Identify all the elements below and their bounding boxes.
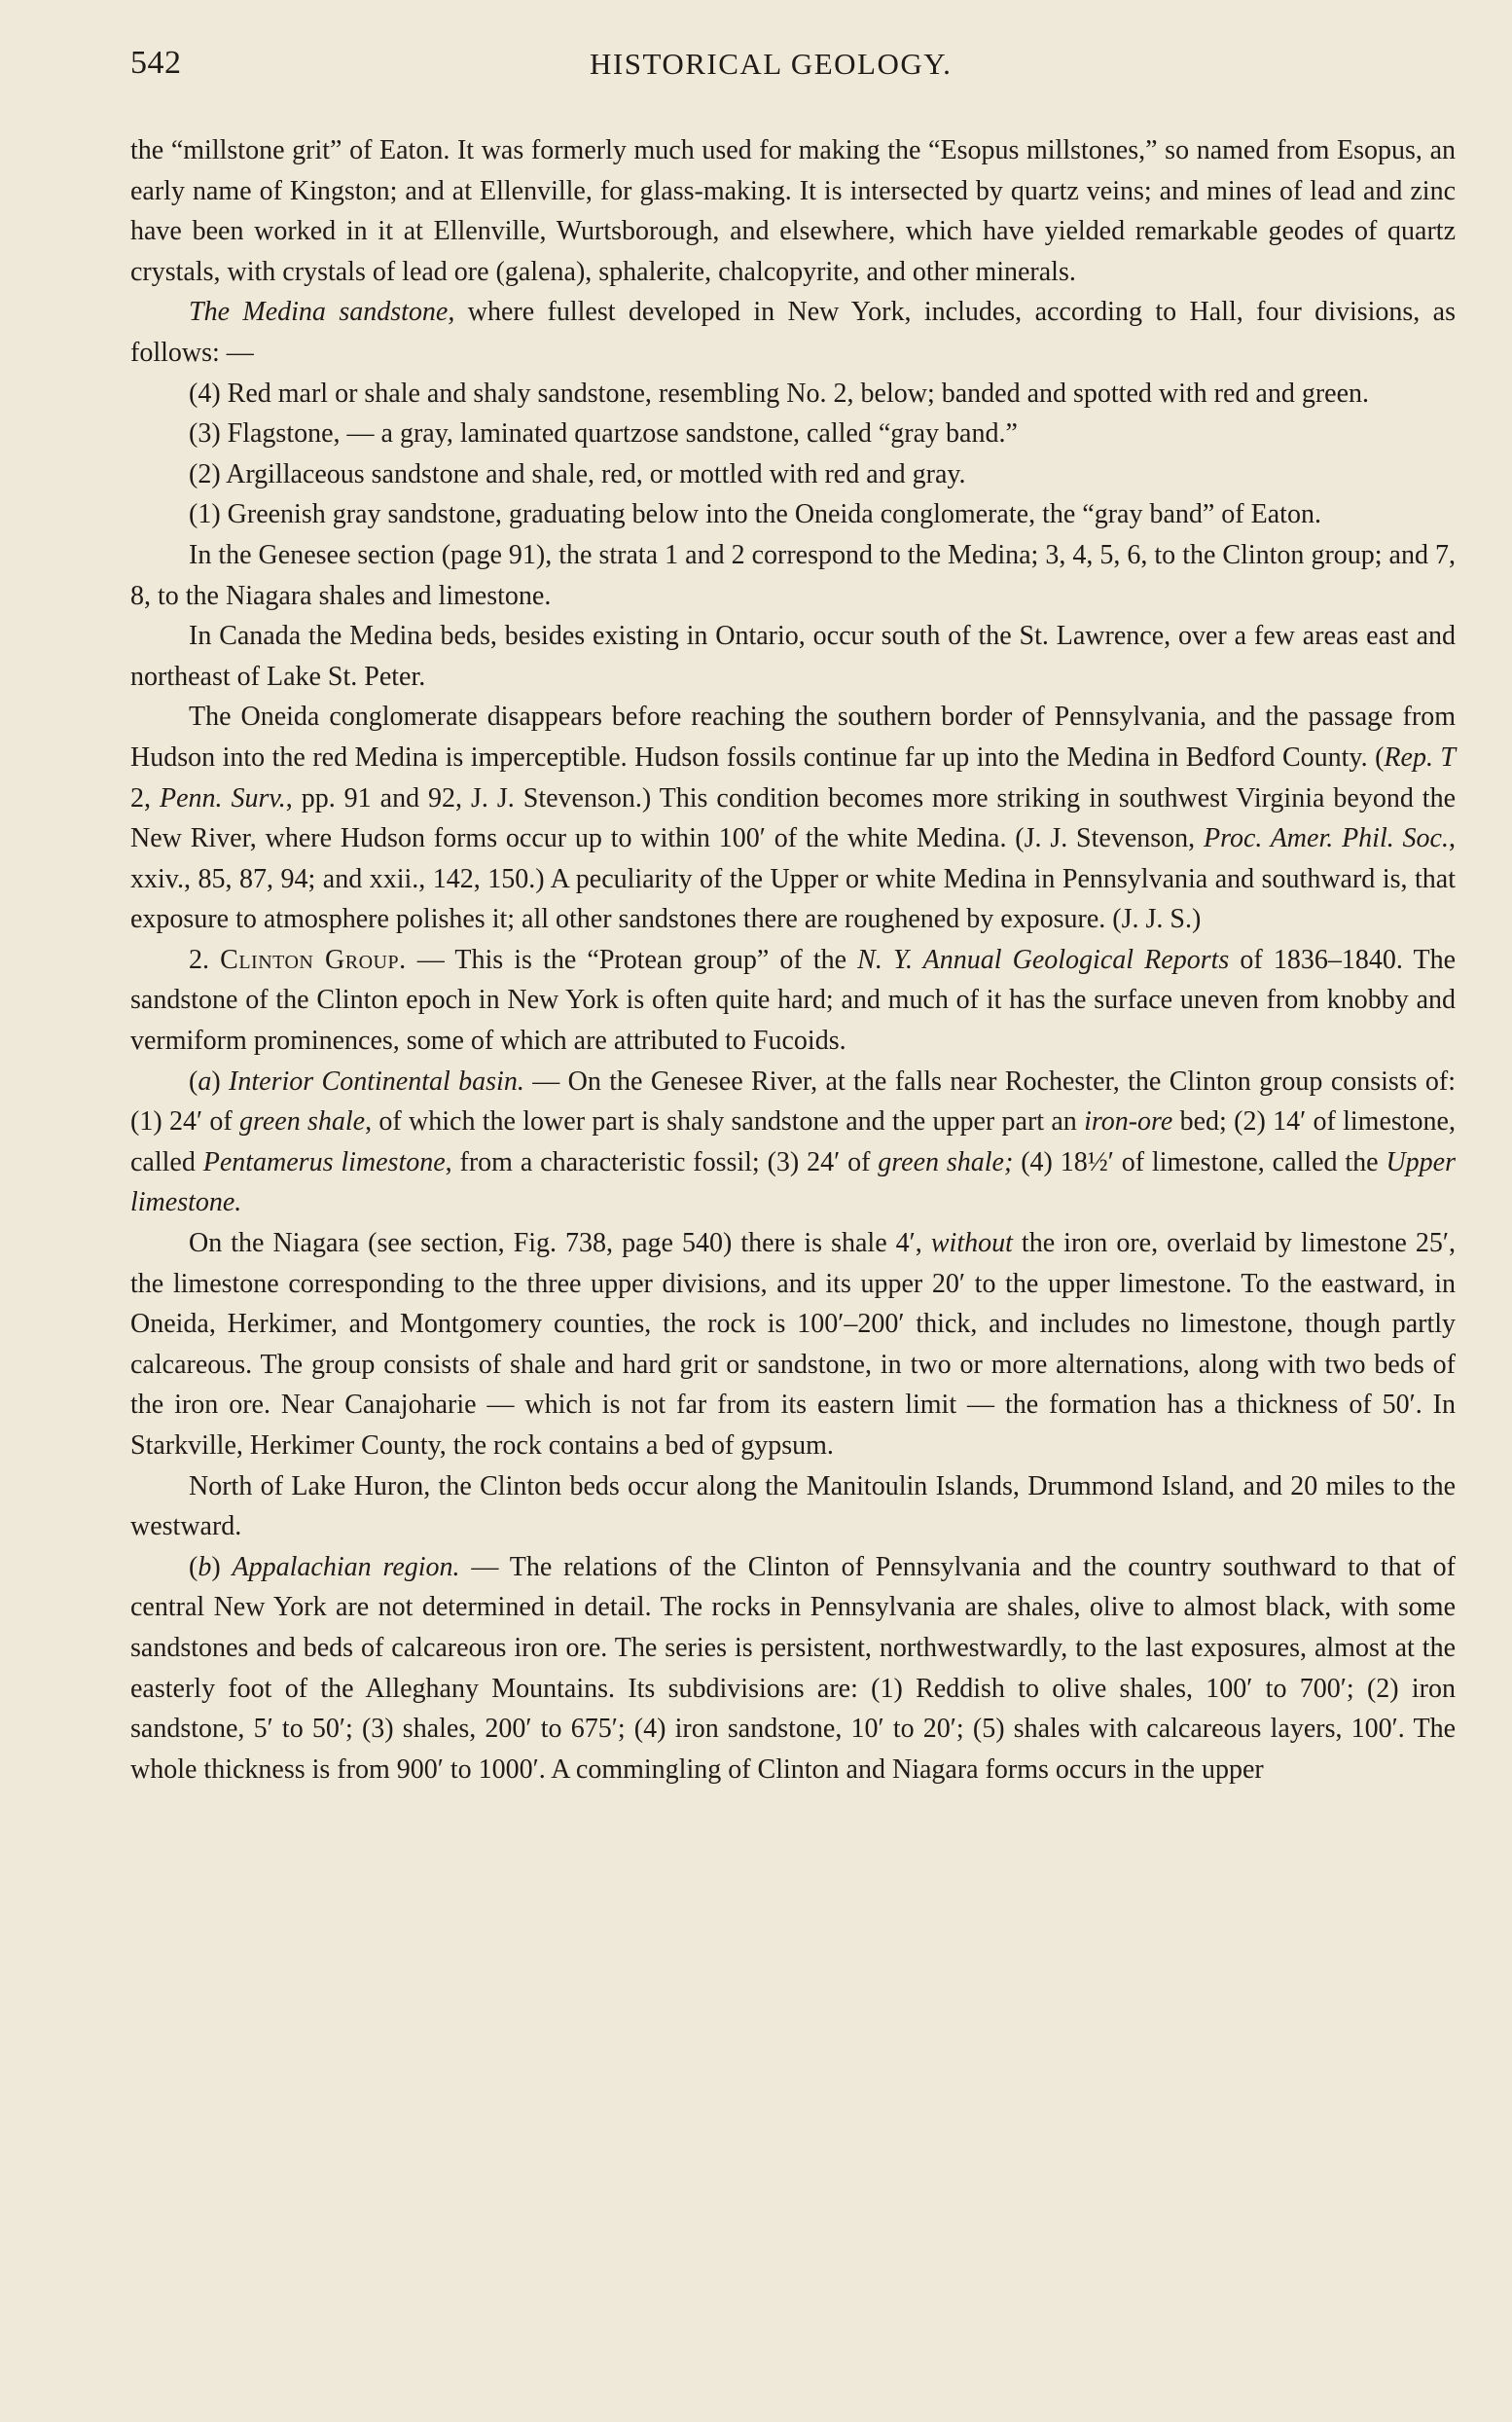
paragraph [130, 616, 1456, 697]
italic-text: iron-ore [1084, 1106, 1173, 1138]
text-run: , xxiv., 85, 87, 94; and xxii., 142, 150.) A peculiarity of the Upper or white Medina in Pennsylvania and southward is, that exposure to atmosphere polishes it; all other sandstones there are roughened by exposure. (J. J. S.) [130, 823, 1456, 935]
text-run: (1) Greenish gray sandstone, graduating below into the Oneida conglomerate, the “gray band” of Eaton. [189, 499, 1321, 530]
text-run: 2. [189, 944, 221, 975]
text-run: On the Niagara (see section, Fig. 738, page 540) there is shale 4′, [189, 1228, 931, 1259]
paragraph [130, 697, 1456, 940]
italic-text: green shale [239, 1106, 366, 1138]
italic-text: b [198, 1551, 212, 1582]
paragraph [130, 414, 1456, 454]
italic-text: Interior Continental basin. [229, 1066, 524, 1097]
small-caps-heading: Clinton Group. [220, 944, 407, 975]
italic-text: Penn. Surv. [159, 782, 286, 813]
text-run: (4) 18½′ of limestone, called the [1013, 1146, 1386, 1177]
page-number: 542 [130, 45, 182, 81]
paragraph [130, 130, 1456, 292]
text-run: (2) Argillaceous sandstone and shale, red, or mottled with red and gray. [189, 458, 966, 489]
paragraph [130, 494, 1456, 535]
running-title: HISTORICAL GEOLOGY. [590, 47, 953, 81]
text-run: In Canada the Medina beds, besides existing in Ontario, occur south of the St. Lawrence, over a few areas east and northeast of Lake St. Peter. [130, 621, 1456, 692]
italic-text: a [198, 1066, 212, 1097]
text-run: ) [211, 1066, 230, 1097]
paragraph [130, 535, 1456, 616]
italic-text: Proc. Amer. Phil. Soc. [1203, 823, 1449, 854]
text-run: , pp. 91 and 92, J. J. Stevenson.) This condition becomes more striking in southwest Virginia beyond the New River, where Hudson forms occur up to within 100′ of the white Medina. (J. J. Stevenson, [130, 782, 1456, 854]
italic-text: N. Y. Annual Geological Reports [857, 944, 1230, 975]
text-run: (4) Red marl or shale and shaly sandstone, resembling No. 2, below; banded and spotted with red and green. [189, 378, 1370, 409]
text-run: (3) Flagstone, — a gray, laminated quartzose sandstone, called “gray band.” [189, 418, 1018, 450]
text-run: ( [189, 1551, 198, 1582]
italic-text: green shale; [878, 1146, 1014, 1177]
text-run: bed; (2) 14′ of limestone, called [130, 1106, 1456, 1177]
text-run: of 1836–1840. The sandstone of the Clinton epoch in New York is often quite hard; and much of it has the surface uneven from knobby and vermiform prominences, some of which are attributed to Fucoids. [130, 944, 1457, 1057]
paragraph [130, 1547, 1456, 1790]
page-header [130, 45, 1456, 88]
italic-text: The Medina sandstone, [189, 297, 455, 328]
italic-text: Upper limestone. [130, 1146, 1456, 1218]
italic-text: Rep. T [1384, 741, 1456, 773]
italic-text: Appalachian region. [232, 1551, 460, 1582]
text-run: , from a characteristic fossil; (3) 24′ of [445, 1146, 879, 1177]
paragraph [130, 454, 1456, 495]
paragraph [130, 292, 1456, 373]
text-run: — This is the “Protean group” of the [406, 944, 858, 975]
text-run: — On the Genesee River, at the falls near Rochester, the Clinton group consists of: (1) 24′ of [130, 1066, 1456, 1138]
paragraph [130, 1062, 1456, 1223]
text-run: the “millstone grit” of Eaton. It was formerly much used for making the “Esopus millstones,” so named from Esopus, an early name of Kingston; and at Ellenville, for glass-making. It is intersected by quartz veins; and mines of lead and zinc have been worked in it at Ellenville, Wurtsborough, and elsewhere, which have yielded remarkable geodes of quartz crystals, with crystals of lead ore (galena), sphalerite, chalcopyrite, and other minerals. [130, 135, 1456, 287]
text-run: North of Lake Huron, the Clinton beds occur along the Manitoulin Islands, Drummond Island, and 20 miles to the westward. [130, 1470, 1456, 1542]
paragraph [130, 940, 1456, 1062]
text-run: ( [189, 1066, 198, 1097]
paragraph [130, 1223, 1456, 1466]
text-run: the iron ore, overlaid by limestone 25′, the limestone corresponding to the three upper divisions, and its upper 20′ to the upper limestone. To the eastward, in Oneida, Herkimer, and Montgomery counties, the rock is 100′–200′ thick, and includes no limestone, though partly calcareous. The group consists of shale and hard grit or sandstone, in two or more alternations, along with two beds of the iron ore. Near Canajoharie — which is not far from its eastern limit — the formation has a thickness of 50′. In Starkville, Herkimer County, the rock contains a bed of gypsum. [130, 1228, 1456, 1461]
paragraph [130, 1466, 1456, 1547]
paragraph [130, 374, 1456, 415]
italic-text: Pentamerus limestone [202, 1146, 446, 1177]
italic-text: without [930, 1228, 1013, 1259]
text-run: 2, [130, 782, 160, 813]
body-text [130, 130, 1456, 1789]
text-run: — The relations of the Clinton of Pennsylvania and the country southward to that of central New York are not determined in detail. The rocks in Pennsylvania are shales, olive to almost black, with some sandstones and beds of calcareous iron ore. The series is persistent, northwestwardly, to the last exposures, almost at the easterly foot of the Alleghany Mountains. Its subdivisions are: (1) Reddish to olive shales, 100′ to 700′; (2) iron sandstone, 5′ to 50′; (3) shales, 200′ to 675′; (4) iron sandstone, 10′ to 20′; (5) shales with calcareous layers, 100′. The whole thickness is from 900′ to 1000′. A commingling of Clinton and Niagara forms occurs in the upper [130, 1551, 1457, 1785]
text-run: In the Genesee section (page 91), the strata 1 and 2 correspond to the Medina; 3, 4, 5, 6, to the Clinton group; and 7, 8, to the Niagara shales and limestone. [130, 539, 1456, 611]
text-run: ) [211, 1551, 233, 1582]
text-run: where fullest developed in New York, includes, according to Hall, four divisions, as follows: — [130, 297, 1457, 368]
text-run: The Oneida conglomerate disappears before reaching the southern border of Pennsylvania, and the passage from Hudson into the red Medina is imperceptible. Hudson fossils continue far up into the Medina in Bedford County. ( [130, 702, 1456, 773]
text-run: , of which the lower part is shaly sandstone and the upper part an [365, 1106, 1085, 1138]
